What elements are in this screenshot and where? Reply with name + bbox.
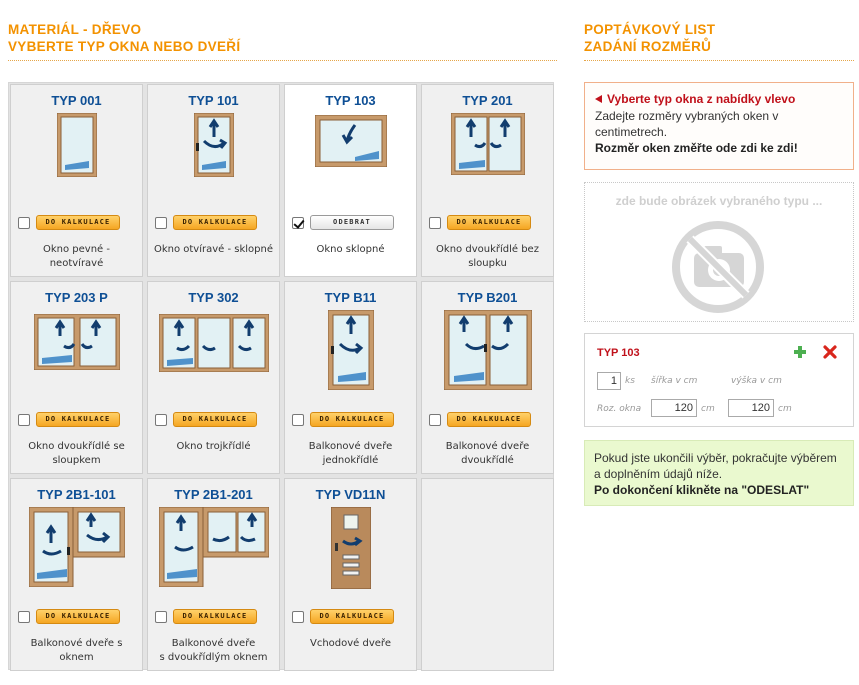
type-label: Okno otvíravé - sklopné (153, 244, 274, 255)
select-checkbox[interactable] (155, 611, 167, 623)
type-label: Okno dvoukřídlé bez sloupku (436, 244, 539, 269)
image-preview (584, 182, 854, 322)
empty-cell (421, 478, 554, 671)
select-checkbox[interactable] (292, 217, 304, 229)
type-label: Balkonové dveře dvoukřídlé (445, 441, 530, 466)
window-tilt-turn-icon (148, 113, 279, 195)
type-card-203p[interactable] (10, 281, 143, 474)
selected-type-title: TYP 103 (597, 347, 640, 359)
instruction-title (595, 92, 843, 106)
type-title: TYP B11 (324, 290, 377, 305)
quantity-input[interactable]: 1 (597, 372, 621, 390)
entrance-door-icon (285, 507, 416, 589)
page-heading (8, 21, 558, 55)
select-checkbox[interactable] (429, 414, 441, 426)
add-to-calculation-button[interactable]: DO KALKULACE (36, 609, 120, 624)
type-title: TYP 2B1-201 (174, 487, 253, 502)
window-type-grid (8, 82, 554, 670)
add-icon[interactable] (793, 345, 807, 359)
window-double-icon (422, 113, 553, 195)
choose-type-heading: VYBERTE TYP OKNA NEBO DVEŘÍ (8, 39, 241, 54)
type-card-2b1-101[interactable] (10, 478, 143, 671)
height-label: výška v cm (731, 376, 782, 386)
select-checkbox[interactable] (155, 414, 167, 426)
selected-item-row (584, 333, 854, 427)
dimensions-title: ZADÁNÍ ROZMĚRŮ (584, 39, 712, 54)
type-label: Balkonové dveře s dvoukřídlým oknem (159, 638, 268, 663)
height-unit: cm (778, 404, 792, 414)
add-to-calculation-button[interactable]: DO KALKULACE (310, 609, 394, 624)
finish-note (584, 440, 854, 506)
preview-placeholder: zde bude obrázek vybraného typu ... (615, 194, 823, 208)
add-to-calculation-button[interactable]: DO KALKULACE (173, 609, 257, 624)
width-label: šířka v cm (651, 376, 698, 386)
type-title: TYP B201 (457, 290, 518, 305)
window-double-post-icon (11, 310, 142, 392)
inquiry-divider (584, 60, 854, 61)
add-to-calculation-button[interactable]: DO KALKULACE (173, 412, 257, 427)
add-to-calculation-button[interactable]: DO KALKULACE (447, 215, 531, 230)
balcony-door-single-icon (285, 310, 416, 392)
heading-divider (8, 60, 557, 61)
material-heading: MATERIÁL - DŘEVO (8, 22, 142, 37)
add-to-calculation-button[interactable]: DO KALKULACE (36, 215, 120, 230)
window-triple-icon (148, 310, 279, 392)
type-title: TYP 201 (462, 93, 513, 108)
instruction-title-text: Vyberte typ okna z nabídky vlevo (607, 92, 796, 106)
type-title: TYP 101 (188, 93, 239, 108)
no-photo-icon (670, 219, 766, 318)
select-checkbox[interactable] (292, 611, 304, 623)
type-card-101[interactable] (147, 84, 280, 277)
add-to-calculation-button[interactable]: DO KALKULACE (310, 412, 394, 427)
type-label: Okno pevné - neotvíravé (43, 244, 110, 269)
delete-icon[interactable] (823, 345, 837, 359)
finish-note-text: Pokud jste ukončili výběr, pokračujte výběrem a doplněním údajů níže. (594, 451, 837, 481)
type-card-103[interactable] (284, 84, 417, 277)
balcony-door-window-icon (11, 507, 142, 589)
balcony-door-double-window-icon (148, 507, 279, 589)
remove-button[interactable]: ODEBRAT (310, 215, 394, 230)
type-title: TYP 103 (325, 93, 376, 108)
select-checkbox[interactable] (292, 414, 304, 426)
width-input[interactable]: 120 (651, 399, 697, 417)
add-to-calculation-button[interactable]: DO KALKULACE (36, 412, 120, 427)
type-card-001[interactable] (10, 84, 143, 277)
width-unit: cm (701, 404, 715, 414)
type-label: Okno sklopné (316, 244, 385, 255)
arrow-left-icon (595, 95, 602, 103)
select-checkbox[interactable] (18, 414, 30, 426)
window-fixed-icon (11, 113, 142, 195)
type-title: TYP 302 (188, 290, 239, 305)
type-card-b11[interactable] (284, 281, 417, 474)
add-to-calculation-button[interactable]: DO KALKULACE (173, 215, 257, 230)
select-checkbox[interactable] (18, 217, 30, 229)
type-title: TYP 001 (51, 93, 102, 108)
type-card-b201[interactable] (421, 281, 554, 474)
type-title: TYP 203 P (45, 290, 108, 305)
type-label: Vchodové dveře (310, 638, 391, 649)
instruction-text: Zadejte rozměry vybraných oken v centimetrech. (595, 109, 779, 139)
type-title: TYP 2B1-101 (37, 487, 116, 502)
size-label: Roz. okna (597, 404, 642, 414)
select-checkbox[interactable] (155, 217, 167, 229)
inquiry-title: POPTÁVKOVÝ LIST (584, 22, 716, 37)
type-label: Okno trojkřídlé (176, 441, 251, 452)
type-card-2b1-201[interactable] (147, 478, 280, 671)
select-checkbox[interactable] (18, 611, 30, 623)
quantity-unit: ks (625, 376, 635, 386)
inquiry-heading (584, 21, 854, 55)
type-label: Balkonové dveře jednokřídlé (308, 441, 393, 466)
balcony-door-double-icon (422, 310, 553, 392)
select-checkbox[interactable] (429, 217, 441, 229)
height-input[interactable]: 120 (728, 399, 774, 417)
type-label: Okno dvoukřídlé se sloupkem (28, 441, 125, 466)
type-card-vd11n[interactable] (284, 478, 417, 671)
type-title: TYP VD11N (315, 487, 386, 502)
add-to-calculation-button[interactable]: DO KALKULACE (447, 412, 531, 427)
instruction-emphasis: Rozměr oken změřte ode zdi ke zdi! (595, 141, 798, 155)
type-card-201[interactable] (421, 84, 554, 277)
type-label: Balkonové dveře s oknem (30, 638, 123, 663)
window-tilt-icon (285, 113, 416, 195)
instruction-box (584, 82, 854, 170)
finish-note-emphasis: Po dokončení klikněte na "ODESLAT" (594, 483, 810, 497)
type-card-302[interactable] (147, 281, 280, 474)
